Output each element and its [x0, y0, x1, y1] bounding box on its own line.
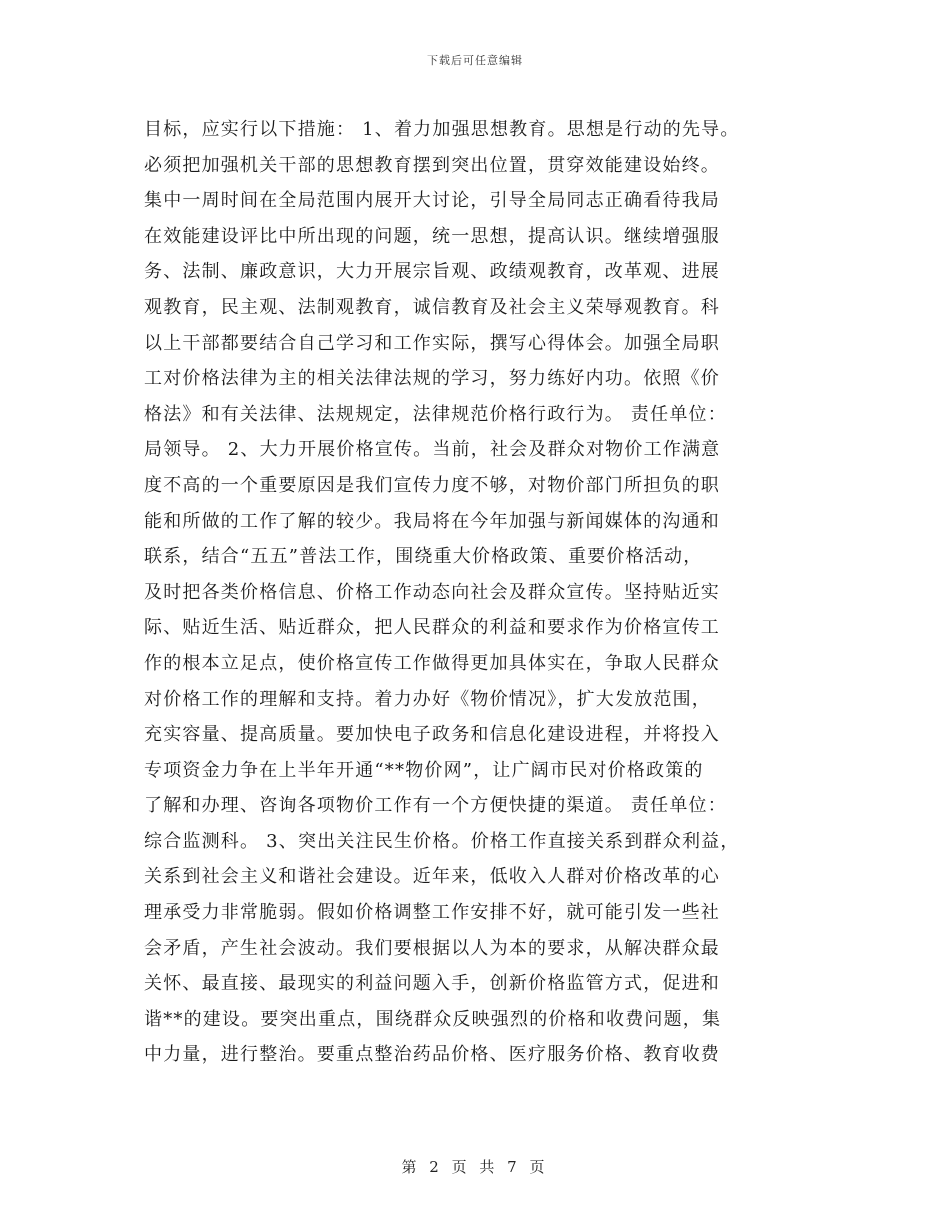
text-line: 谐**的建设。要突出重点，围绕群众反映强烈的价格和收费问题，集	[144, 1008, 722, 1030]
text-line: 集中一周时间在全局范围内展开大讨论，引导全局同志正确看待我局	[144, 190, 720, 212]
text-line: 理承受力非常脆弱。假如价格调整工作安排不好，就可能引发一些社	[144, 902, 720, 924]
document-body	[144, 112, 810, 1073]
text-line: 必须把加强机关干部的思想教育摆到突出位置，贯穿效能建设始终。	[144, 154, 720, 176]
text-line: 务、法制、廉政意识，大力开展宗旨观、政绩观教育，改革观、进展	[144, 261, 720, 283]
text-line: 以上干部都要结合自己学习和工作实际，撰写心得体会。加强全局职	[144, 332, 720, 354]
text-line: 度不高的一个重要原因是我们宣传力度不够，对物价部门所担负的职	[144, 474, 720, 496]
text-line: 综合监测科。 3、突出关注民生价格。价格工作直接关系到群众利益，	[144, 830, 740, 852]
text-line: 作的根本立足点，使价格宣传工作做得更加具体实在，争取人民群众	[144, 652, 720, 674]
text-line: 了解和办理、咨询各项物价工作有一个方便快捷的渠道。 责任单位：	[144, 795, 727, 817]
text-line: 工对价格法律为主的相关法律法规的学习，努力练好内功。依照《价	[144, 368, 720, 390]
text-line: 关怀、最直接、最现实的利益问题入手，创新价格监管方式，促进和	[144, 973, 720, 995]
page-number: 第 2 页 共 7 页	[401, 1158, 549, 1176]
text-line: 会矛盾，产生社会波动。我们要根据以人为本的要求，从解决群众最	[144, 937, 720, 959]
text-line: 中力量，进行整治。要重点整治药品价格、医疗服务价格、教育收费	[144, 1044, 720, 1066]
text-line: 际、贴近生活、贴近群众，把人民群众的利益和要求作为价格宣传工	[144, 617, 720, 639]
text-line: 对价格工作的理解和支持。着力办好《物价情况》，扩大发放范围，	[144, 688, 711, 710]
text-line: 观教育，民主观、法制观教育，诚信教育及社会主义荣辱观教育。科	[144, 296, 720, 318]
text-line: 关系到社会主义和谐社会建设。近年来，低收入人群对价格改革的心	[144, 866, 720, 888]
text-line: 联系，结合“五五”普法工作，围绕重大价格政策、重要价格活动，	[144, 546, 703, 568]
page-header: 下载后可任意编辑	[427, 54, 523, 67]
text-line: 目标，应实行以下措施： 1、着力加强思想教育。思想是行动的先导。	[144, 119, 740, 140]
text-line: 局领导。 2、大力开展价格宣传。当前，社会及群众对物价工作满意	[144, 439, 721, 461]
text-line: 格法》和有关法律、法规规定，法律规范价格行政行为。 责任单位：	[144, 403, 727, 425]
text-line: 能和所做的工作了解的较少。我局将在今年加强与新闻媒体的沟通和	[144, 510, 720, 532]
text-line: 在效能建设评比中所出现的问题，统一思想，提高认识。继续增强服	[144, 225, 720, 247]
text-line: 专项资金力争在上半年开通“**物价网”，让广阔市民对价格政策的	[144, 759, 704, 781]
text-line: 及时把各类价格信息、价格工作动态向社会及群众宣传。坚持贴近实	[144, 581, 720, 603]
text-line: 充实容量、提高质量。要加快电子政务和信息化建设进程，并将投入	[144, 724, 720, 746]
